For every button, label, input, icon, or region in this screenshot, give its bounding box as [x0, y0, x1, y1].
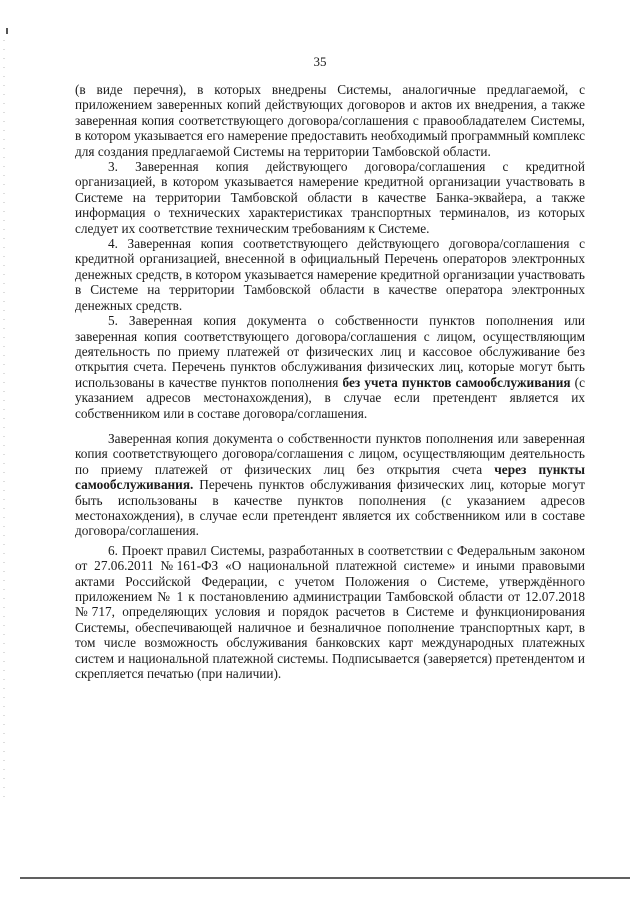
- document-body: [75, 82, 585, 681]
- text-run: Перечень пунктов обслуживания физических лиц, которые могут быть использованы в качестве пунктов пополнения (с указанием адресов местонахождения), в случае если претендент является их собственником или в составе договора/соглашения.: [75, 477, 585, 539]
- paragraph-item-5-selfservice: [75, 431, 585, 539]
- paragraph-continuation: (в виде перечня), в которых внедрены Системы, аналогичные предлагаемой, с приложением заверенных копий действующих договоров и актов их внедрения, а также заверенная копия соответствующего договора/соглашения с правообладателем Системы, в котором указывается его намерение предоставить необходимый программный комплекс для создания предлагаемой Системы на территории Тамбовской области.: [75, 82, 585, 159]
- scan-bottom-edge: [20, 877, 630, 879]
- scan-edge-artifact: [3, 40, 5, 800]
- text-run: Заверенная копия документа о собственности пунктов пополнения или заверенная копия соответствующего договора/соглашения с лицом, осуществляющим деятельность по приему платежей от физических лиц без открытия счета: [75, 430, 585, 477]
- text-run: (с указанием адресов местонахождения), в случае если претендент является их собственником или в составе договора/соглашения.: [75, 374, 586, 421]
- paragraph-item-6: 6. Проект правил Системы, разработанных в соответствии с Федеральным законом от 27.06.2011 №161-ФЗ «О национальной платежной системе» и иными правовыми актами Российской Федерации, с учетом Положения о Системе, утверждённого приложением № 1 к постановлению администрации Тамбовской области от 12.07.2018 №717, определяющих условия и порядок расчетов в Системе и функционирования Системы, обеспечивающей наличное и безналичное пополнение транспортных карт, в том числе возможность обслуживания банковских карт международных платежных систем и национальной платежной системы. Подписывается (заверяется) претендентом и скрепляется печатью (при наличии).: [75, 542, 585, 682]
- bold-phrase: через пункты самообслуживания.: [75, 461, 585, 493]
- text-run: 5. Заверенная копия документа о собственности пунктов пополнения или заверенная копия соответствующего договора/соглашения с лицом, осуществляющим деятельность по приему платежей от физических лиц и кассовое обслуживание без открытия счета. Перечень пунктов обслуживания физических лиц, которые могут быть использованы в качестве пунктов пополнения: [75, 313, 585, 390]
- paragraph-item-3: 3. Заверенная копия действующего договора/соглашения с кредитной организацией, в котором указывается намерение кредитной организации участвовать в Системе на территории Тамбовской области в качестве Банка-эквайера, а также информация о технических характеристиках транспортных терминалов, из которых следует их соответствие техническим требованиям к Системе.: [75, 159, 585, 236]
- scan-mark: [6, 28, 8, 34]
- bold-phrase: без учета пунктов самообслуживания: [342, 374, 571, 390]
- paragraph-item-4: 4. Заверенная копия соответствующего действующего договора/соглашения с кредитной организацией, внесенной в официальный Перечень операторов электронных денежных средств, в котором указывается намерение кредитной организации участвовать в Системе на территории Тамбовской области в качестве оператора электронных денежных средств.: [75, 236, 585, 313]
- paragraph-item-5: [75, 313, 585, 421]
- page-number: 35: [313, 54, 327, 69]
